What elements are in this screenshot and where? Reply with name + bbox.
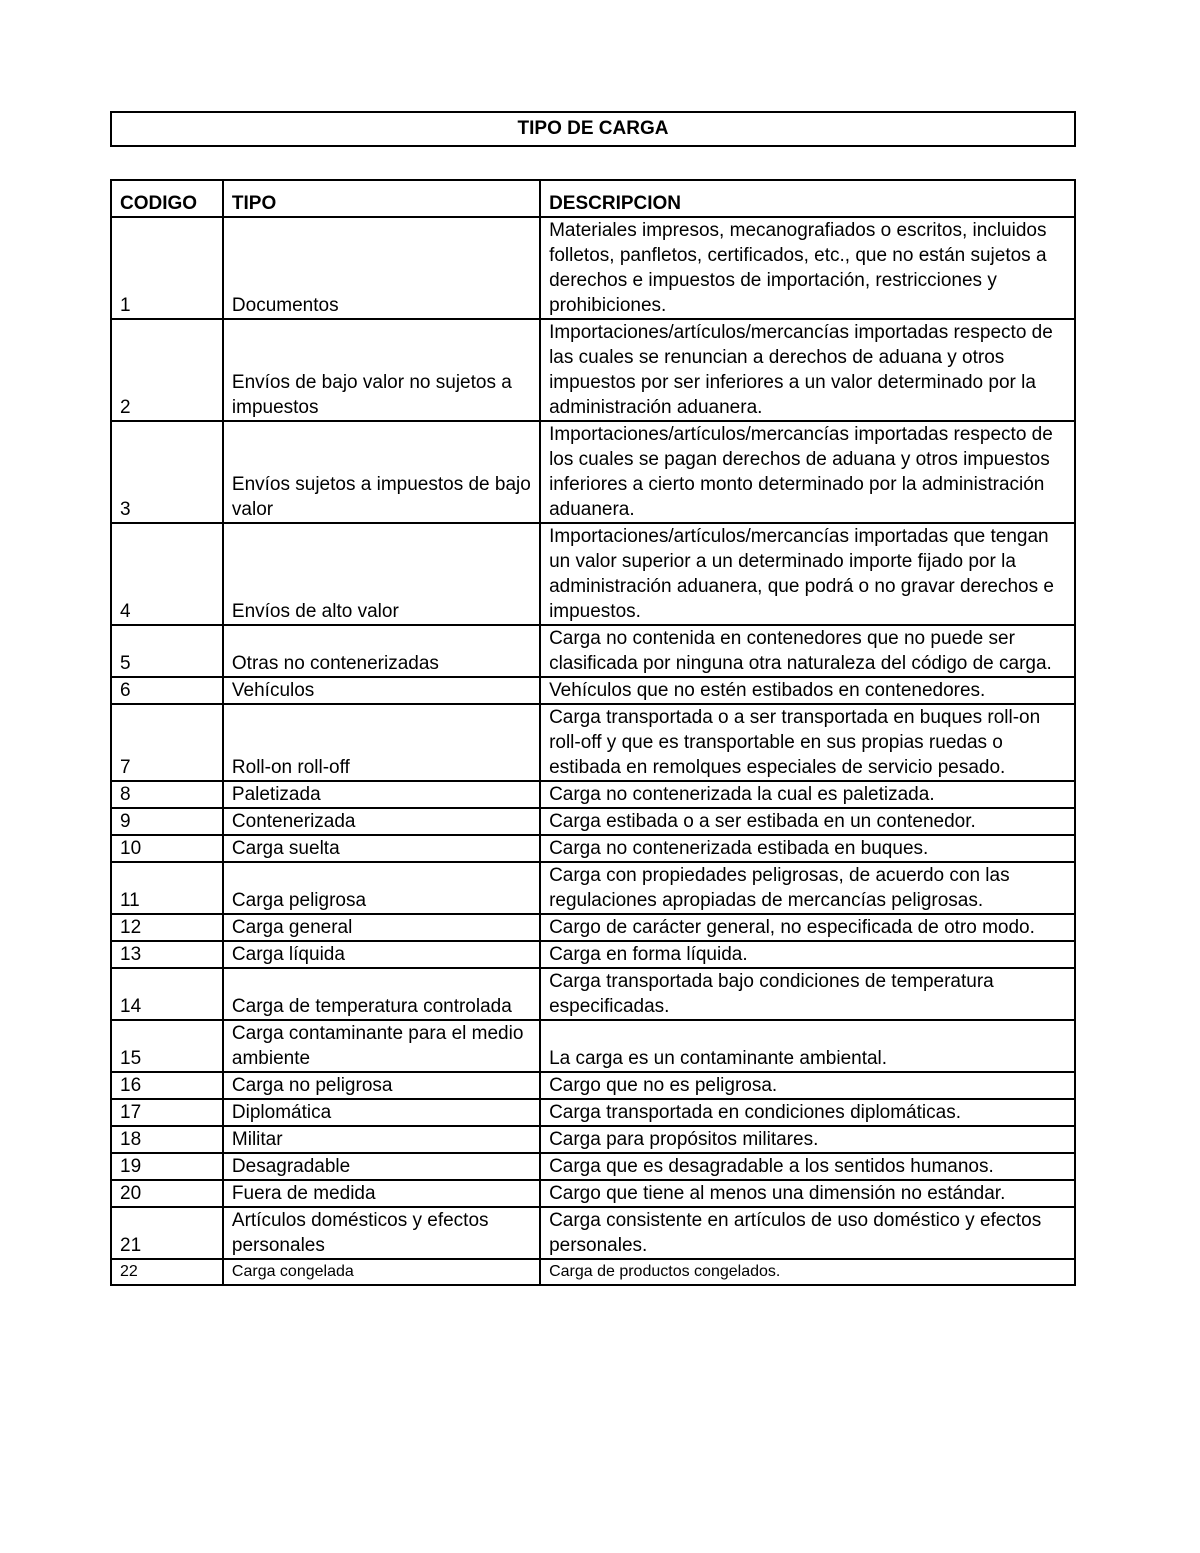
row-code: 18: [111, 1126, 223, 1153]
row-type: Carga peligrosa: [223, 862, 540, 914]
cargo-type-table: [110, 179, 1076, 1286]
row-code: 2: [111, 319, 223, 421]
table-row: [111, 625, 1075, 677]
table-row: [111, 523, 1075, 625]
row-type: Fuera de medida: [223, 1180, 540, 1207]
row-description: Vehículos que no estén estibados en contenedores.: [540, 677, 1075, 704]
table-row: [111, 835, 1075, 862]
table-row: [111, 1153, 1075, 1180]
row-code: 1: [111, 217, 223, 319]
row-type: Paletizada: [223, 781, 540, 808]
table-row: [111, 704, 1075, 781]
table-row: [111, 968, 1075, 1020]
row-type: Carga no peligrosa: [223, 1072, 540, 1099]
header-description: DESCRIPCION: [540, 180, 1075, 217]
row-code: 15: [111, 1020, 223, 1072]
row-description: Importaciones/artículos/mercancías importadas que tengan un valor superior a un determinado importe fijado por la administración aduanera, que podrá o no gravar derechos e impuestos.: [540, 523, 1075, 625]
table-row: [111, 1259, 1075, 1285]
row-description: Carga de productos congelados.: [540, 1259, 1075, 1285]
row-code: 20: [111, 1180, 223, 1207]
table-header-row: [111, 180, 1075, 217]
row-code: 22: [111, 1259, 223, 1285]
row-description: Carga no contenerizada la cual es paletizada.: [540, 781, 1075, 808]
row-description: Importaciones/artículos/mercancías importadas respecto de los cuales se pagan derechos de aduana y otros impuestos inferiores a cierto monto determinado por la administración aduanera.: [540, 421, 1075, 523]
table-row: [111, 941, 1075, 968]
table-row: [111, 1099, 1075, 1126]
table-row: [111, 862, 1075, 914]
table-row: [111, 808, 1075, 835]
row-description: Cargo de carácter general, no especificada de otro modo.: [540, 914, 1075, 941]
row-description: La carga es un contaminante ambiental.: [540, 1020, 1075, 1072]
row-type: Envíos de bajo valor no sujetos a impuestos: [223, 319, 540, 421]
row-description: Carga que es desagradable a los sentidos humanos.: [540, 1153, 1075, 1180]
row-description: Carga no contenida en contenedores que no puede ser clasificada por ninguna otra naturaleza del código de carga.: [540, 625, 1075, 677]
row-code: 12: [111, 914, 223, 941]
row-type: Artículos domésticos y efectos personales: [223, 1207, 540, 1259]
row-code: 13: [111, 941, 223, 968]
row-code: 16: [111, 1072, 223, 1099]
header-code: CODIGO: [111, 180, 223, 217]
row-code: 17: [111, 1099, 223, 1126]
row-type: Otras no contenerizadas: [223, 625, 540, 677]
row-code: 11: [111, 862, 223, 914]
row-description: Carga con propiedades peligrosas, de acuerdo con las regulaciones apropiadas de mercancías peligrosas.: [540, 862, 1075, 914]
row-code: 3: [111, 421, 223, 523]
table-row: [111, 1072, 1075, 1099]
row-code: 21: [111, 1207, 223, 1259]
row-description: Carga transportada o a ser transportada en buques roll-on roll-off y que es transportable en sus propias ruedas o estibada en remolques especiales de servicio pesado.: [540, 704, 1075, 781]
row-description: Cargo que no es peligrosa.: [540, 1072, 1075, 1099]
table-row: [111, 1180, 1075, 1207]
row-code: 8: [111, 781, 223, 808]
header-type: TIPO: [223, 180, 540, 217]
row-code: 9: [111, 808, 223, 835]
row-type: Carga contaminante para el medio ambiente: [223, 1020, 540, 1072]
table-row: [111, 421, 1075, 523]
row-type: Militar: [223, 1126, 540, 1153]
row-code: 5: [111, 625, 223, 677]
row-type: Diplomática: [223, 1099, 540, 1126]
row-type: Roll-on roll-off: [223, 704, 540, 781]
row-description: Carga en forma líquida.: [540, 941, 1075, 968]
table-row: [111, 217, 1075, 319]
table-row: [111, 914, 1075, 941]
table-row: [111, 1126, 1075, 1153]
row-description: Importaciones/artículos/mercancías importadas respecto de las cuales se renuncian a derechos de aduana y otros impuestos por ser inferiores a un valor determinado por la administración aduanera.: [540, 319, 1075, 421]
row-description: Carga transportada bajo condiciones de temperatura especificadas.: [540, 968, 1075, 1020]
table-row: [111, 1207, 1075, 1259]
row-description: Carga estibada o a ser estibada en un contenedor.: [540, 808, 1075, 835]
row-description: Carga consistente en artículos de uso doméstico y efectos personales.: [540, 1207, 1075, 1259]
row-type: Carga líquida: [223, 941, 540, 968]
row-description: Carga para propósitos militares.: [540, 1126, 1075, 1153]
table-body: [111, 217, 1075, 1285]
row-description: Materiales impresos, mecanografiados o escritos, incluidos folletos, panfletos, certificados, etc., que no están sujetos a derechos e impuestos de importación, restricciones y prohibiciones.: [540, 217, 1075, 319]
row-type: Envíos sujetos a impuestos de bajo valor: [223, 421, 540, 523]
row-type: Envíos de alto valor: [223, 523, 540, 625]
row-type: Contenerizada: [223, 808, 540, 835]
row-description: Cargo que tiene al menos una dimensión no estándar.: [540, 1180, 1075, 1207]
row-type: Desagradable: [223, 1153, 540, 1180]
table-row: [111, 1020, 1075, 1072]
row-description: Carga transportada en condiciones diplomáticas.: [540, 1099, 1075, 1126]
row-type: Carga suelta: [223, 835, 540, 862]
row-type: Vehículos: [223, 677, 540, 704]
row-code: 14: [111, 968, 223, 1020]
row-type: Carga general: [223, 914, 540, 941]
table-row: [111, 319, 1075, 421]
table-row: [111, 677, 1075, 704]
document-title: TIPO DE CARGA: [110, 111, 1076, 147]
row-code: 10: [111, 835, 223, 862]
row-type: Documentos: [223, 217, 540, 319]
row-type: Carga congelada: [223, 1259, 540, 1285]
row-description: Carga no contenerizada estibada en buques.: [540, 835, 1075, 862]
row-code: 19: [111, 1153, 223, 1180]
row-code: 7: [111, 704, 223, 781]
row-code: 4: [111, 523, 223, 625]
table-row: [111, 781, 1075, 808]
row-code: 6: [111, 677, 223, 704]
row-type: Carga de temperatura controlada: [223, 968, 540, 1020]
